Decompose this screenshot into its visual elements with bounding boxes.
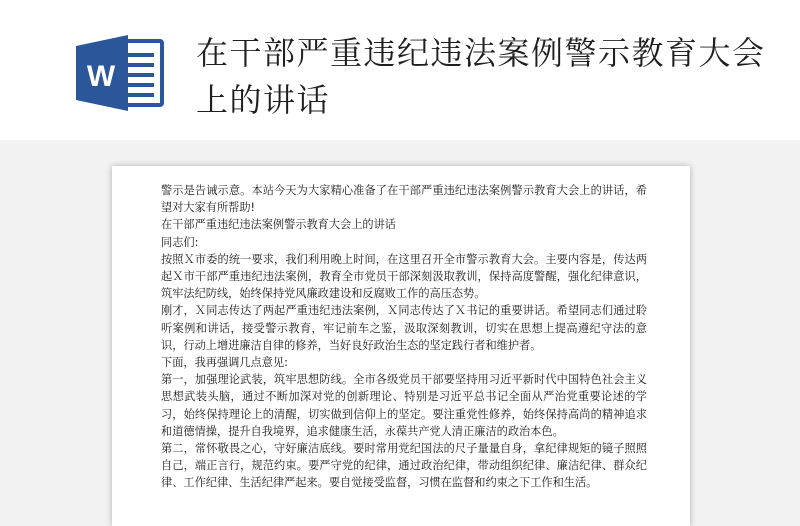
document-title: 在干部严重违纪违法案例警示教育大会上的讲话 bbox=[196, 34, 766, 119]
body-paragraph: 刚才，Ｘ同志传达了两起严重违纪违法案例，Ｘ同志传达了Ｘ书记的重要讲话。希望同志们通过聆听案例和讲话，接受警示教育，牢记前车之鉴，汲取深刻教训，切实在思想上提高遵纪守法的意识，行动上增进廉洁自律的修养，当好良好政治生态的坚定践行者和维护者。 bbox=[161, 304, 647, 352]
body-paragraph: 下面，我再强调几点意见: bbox=[161, 356, 288, 370]
document-page[interactable] bbox=[112, 166, 690, 526]
header bbox=[0, 0, 800, 140]
intro-paragraph: 警示是告诫示意。本站今天为大家精心准备了在干部严重违纪违法案例警示教育大会上的讲话，希望对大家有所帮助! bbox=[161, 184, 647, 215]
speech-heading: 在干部严重违纪违法案例警示教育大会上的讲话 bbox=[161, 218, 396, 232]
document-body bbox=[161, 182, 647, 492]
body-paragraph: 按照Ｘ市委的统一要求，我们利用晚上时间，在这里召开全市警示教育大会。主要内容是，传达两起Ｘ市干部严重违纪违法案例，教育全市党员干部深刻汲取教训，保持高度警醒，强化纪律意识，筑牢法纪防线，始终保持党风廉政建设和反腐败工作的高压态势。 bbox=[161, 252, 647, 301]
body-paragraph: 第一，加强理论武装，筑牢思想防线。全市各级党员干部要坚持用习近平新时代中国特色社会主义思想武装头脑，通过不断加深对党的创新理论、特别是习近平总书记全面从严治党重要论述的学习，始终保持理论上的清醒，切实做到信仰上的坚定。要注重党性修养，始终保持高尚的精神追求和道德情操，提升自我境界，追求健康生活，永葆共产党人清正廉洁的政治本色。 bbox=[161, 373, 647, 438]
word-document-icon bbox=[76, 35, 166, 111]
body-paragraph: 第二，常怀敬畏之心，守好廉洁底线。要时常用党纪国法的尺子量量自身，拿纪律规矩的镜子照照自己，端正言行，规范约束。要严守党的纪律，通过政治纪律，带动组织纪律、廉洁纪律、群众纪律、工作纪律、生活纪律严起来。要自觉接受监督，习惯在监督和约束之下工作和生活。 bbox=[161, 442, 647, 490]
word-icon-letter: W bbox=[86, 60, 116, 93]
salutation: 同志们: bbox=[161, 235, 199, 249]
